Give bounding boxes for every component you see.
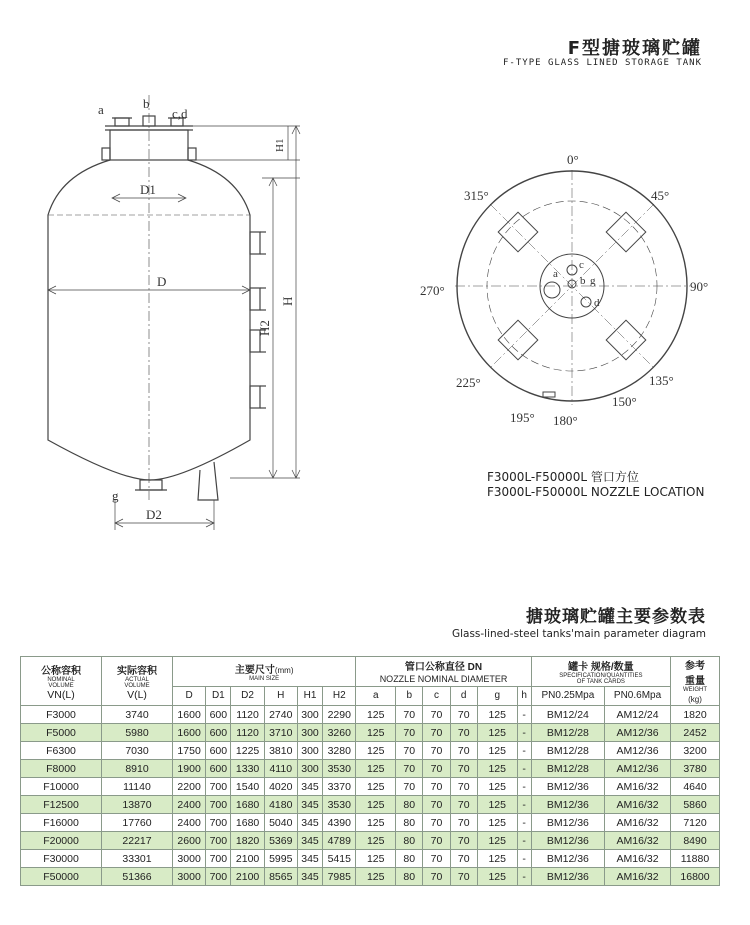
cell-d2: 1225: [231, 742, 264, 760]
cell-d: 3000: [173, 868, 206, 886]
cell-d: 2200: [173, 778, 206, 796]
cell-b: 80: [396, 868, 423, 886]
cell-h: 4180: [264, 796, 297, 814]
tank-cards: [250, 232, 266, 408]
cell-h: -: [517, 814, 531, 832]
cell-c: 70: [423, 742, 450, 760]
cell-g: 125: [477, 742, 517, 760]
cell-w: 2452: [671, 724, 720, 742]
cell-d: 70: [450, 724, 477, 742]
table-row: [21, 724, 720, 742]
cell-c: 70: [423, 760, 450, 778]
cell-v: 22217: [102, 832, 173, 850]
parameter-table: [20, 656, 720, 886]
column-header-a: a: [356, 686, 396, 705]
column-header-pn025mpa: PN0.25Mpa: [531, 686, 604, 705]
cell-d1: 700: [206, 796, 231, 814]
cell-vn: F50000: [21, 868, 102, 886]
cell-vn: F16000: [21, 814, 102, 832]
cell-h: 5040: [264, 814, 297, 832]
cell-d: 70: [450, 760, 477, 778]
column-header-d1: D1: [206, 686, 231, 705]
cell-w: 7120: [671, 814, 720, 832]
cell-h: 8565: [264, 868, 297, 886]
cell-d1: 700: [206, 814, 231, 832]
cell-a: 125: [356, 778, 396, 796]
cell-d1: 600: [206, 724, 231, 742]
cell-d: 2600: [173, 832, 206, 850]
cell-h: 4020: [264, 778, 297, 796]
cell-s1: BM12/36: [531, 796, 604, 814]
cell-w: 4640: [671, 778, 720, 796]
column-header-h: h: [517, 686, 531, 705]
cell-h2: 3280: [323, 742, 356, 760]
cell-c: 70: [423, 814, 450, 832]
cell-a: 125: [356, 850, 396, 868]
cell-g: 125: [477, 706, 517, 724]
cell-d: 1900: [173, 760, 206, 778]
cell-d: 70: [450, 850, 477, 868]
cell-g: 125: [477, 778, 517, 796]
cell-d: 70: [450, 742, 477, 760]
label-h2: H2: [257, 320, 272, 336]
cell-vn: F10000: [21, 778, 102, 796]
cell-b: 70: [396, 706, 423, 724]
cell-h2: 7985: [323, 868, 356, 886]
cell-v: 11140: [102, 778, 173, 796]
label-h1: H1: [274, 138, 286, 152]
cell-h: -: [517, 724, 531, 742]
cell-h: 5995: [264, 850, 297, 868]
cell-vn: F12500: [21, 796, 102, 814]
cell-w: 1820: [671, 706, 720, 724]
cell-s1: BM12/36: [531, 814, 604, 832]
header-main-size: 主要尺寸(mm) MAIN SIZE: [173, 657, 356, 687]
cell-h2: 3530: [323, 760, 356, 778]
cell-g: 125: [477, 850, 517, 868]
cell-h2: 4789: [323, 832, 356, 850]
cell-vn: F3000: [21, 706, 102, 724]
cell-d2: 1330: [231, 760, 264, 778]
angle-225: 225°: [456, 375, 481, 390]
table-row: [21, 760, 720, 778]
cell-d1: 700: [206, 832, 231, 850]
cell-d: 1600: [173, 706, 206, 724]
angle-315: 315°: [464, 188, 489, 203]
header-weight: 参考 重量 WEIGHT (kg): [671, 657, 720, 706]
cell-v: 13870: [102, 796, 173, 814]
table-row: [21, 850, 720, 868]
cell-s1: BM12/28: [531, 724, 604, 742]
nozzle-label-d: d: [594, 297, 600, 309]
column-header-b: b: [396, 686, 423, 705]
table-subtitle: Glass-lined-steel tanks'main parameter diagram: [451, 628, 706, 640]
cell-c: 70: [423, 706, 450, 724]
cell-vn: F20000: [21, 832, 102, 850]
cell-c: 70: [423, 850, 450, 868]
cell-c: 70: [423, 796, 450, 814]
cell-d2: 2100: [231, 850, 264, 868]
cell-h1: 300: [297, 742, 322, 760]
cell-h: 2740: [264, 706, 297, 724]
cell-h2: 3260: [323, 724, 356, 742]
cell-h: -: [517, 796, 531, 814]
cell-g: 125: [477, 832, 517, 850]
cell-v: 5980: [102, 724, 173, 742]
nozzle-label-a: a: [553, 268, 558, 280]
cell-s2: AM12/24: [605, 706, 671, 724]
cell-v: 17760: [102, 814, 173, 832]
table-header-row-1: [21, 657, 720, 687]
cell-a: 125: [356, 868, 396, 886]
cell-h: -: [517, 868, 531, 886]
nozzle-location-diagram: [455, 170, 690, 405]
cell-h: -: [517, 850, 531, 868]
cell-vn: F6300: [21, 742, 102, 760]
cell-s2: AM12/36: [605, 742, 671, 760]
cell-h1: 345: [297, 850, 322, 868]
label-d1: D1: [140, 182, 156, 197]
cell-s1: BM12/36: [531, 868, 604, 886]
angle-150: 150°: [612, 394, 637, 409]
cell-d1: 700: [206, 850, 231, 868]
column-header-d: D: [173, 686, 206, 705]
nozzle-g: [140, 480, 162, 490]
column-header-g: g: [477, 686, 517, 705]
cell-c: 70: [423, 832, 450, 850]
cell-g: 125: [477, 724, 517, 742]
cell-h2: 3530: [323, 796, 356, 814]
label-a: a: [98, 102, 104, 117]
cell-s1: BM12/36: [531, 832, 604, 850]
cell-g: 125: [477, 760, 517, 778]
cell-d: 70: [450, 832, 477, 850]
cell-d: 70: [450, 706, 477, 724]
cell-v: 3740: [102, 706, 173, 724]
nozzle-label-c: c: [579, 259, 584, 271]
column-header-c: c: [423, 686, 450, 705]
cell-s1: BM12/28: [531, 742, 604, 760]
nozzle-label-g: g: [590, 275, 596, 287]
page-title: F型搪玻璃贮罐: [567, 38, 702, 59]
cell-a: 125: [356, 814, 396, 832]
cell-h1: 345: [297, 778, 322, 796]
cell-d1: 600: [206, 742, 231, 760]
nozzle-caption-en: F3000L-F50000L NOZZLE LOCATION: [487, 485, 705, 499]
cell-s2: AM16/32: [605, 832, 671, 850]
label-g: g: [112, 488, 119, 503]
cell-v: 8910: [102, 760, 173, 778]
cell-h: 3810: [264, 742, 297, 760]
cell-d: 70: [450, 778, 477, 796]
cell-h1: 345: [297, 868, 322, 886]
cell-s1: BM12/36: [531, 778, 604, 796]
header-tank-cards: 罐卡 规格/数量 SPECIFICATION/QUANTITIES OF TANK CARDS: [531, 657, 670, 687]
cell-g: 125: [477, 814, 517, 832]
cell-w: 3200: [671, 742, 720, 760]
angle-270: 270°: [420, 283, 445, 298]
cell-h: -: [517, 742, 531, 760]
cell-c: 70: [423, 724, 450, 742]
cell-d1: 700: [206, 778, 231, 796]
cell-h: -: [517, 832, 531, 850]
cell-d: 2400: [173, 814, 206, 832]
label-d: D: [157, 274, 167, 289]
cell-h: -: [517, 760, 531, 778]
cell-a: 125: [356, 706, 396, 724]
table-row: [21, 796, 720, 814]
table-row: [21, 742, 720, 760]
nozzle-label-b: b: [580, 275, 586, 287]
cell-h1: 345: [297, 814, 322, 832]
angle-135: 135°: [649, 373, 674, 388]
cell-w: 3780: [671, 760, 720, 778]
cell-h1: 300: [297, 706, 322, 724]
angle-90: 90°: [690, 279, 709, 294]
table-title: 搪玻璃贮罐主要参数表: [526, 607, 706, 627]
cell-w: 8490: [671, 832, 720, 850]
cell-s2: AM16/32: [605, 850, 671, 868]
nozzle-a: [115, 118, 129, 126]
cell-b: 80: [396, 832, 423, 850]
cell-d2: 1120: [231, 724, 264, 742]
cell-h1: 300: [297, 724, 322, 742]
angle-180: 180°: [553, 413, 578, 428]
cell-d2: 1540: [231, 778, 264, 796]
cell-s1: BM12/28: [531, 760, 604, 778]
cell-h2: 4390: [323, 814, 356, 832]
column-header-pn06mpa: PN0.6Mpa: [605, 686, 671, 705]
cell-v: 51366: [102, 868, 173, 886]
table-row: [21, 832, 720, 850]
angle-45: 45°: [651, 188, 670, 203]
cell-w: 11880: [671, 850, 720, 868]
cell-d2: 1120: [231, 706, 264, 724]
column-header-d: d: [450, 686, 477, 705]
cell-a: 125: [356, 832, 396, 850]
cell-d2: 1680: [231, 796, 264, 814]
cell-vn: F8000: [21, 760, 102, 778]
cell-h: -: [517, 778, 531, 796]
cell-a: 125: [356, 742, 396, 760]
cell-s1: BM12/24: [531, 706, 604, 724]
label-h: H: [280, 296, 295, 306]
cell-d2: 1820: [231, 832, 264, 850]
cell-d1: 600: [206, 706, 231, 724]
cell-b: 80: [396, 850, 423, 868]
cell-d: 70: [450, 796, 477, 814]
cell-s2: AM16/32: [605, 814, 671, 832]
cell-g: 125: [477, 868, 517, 886]
column-header-h1: H1: [297, 686, 322, 705]
column-header-h2: H2: [323, 686, 356, 705]
cell-h2: 2290: [323, 706, 356, 724]
cell-h: 4110: [264, 760, 297, 778]
column-header-h: H: [264, 686, 297, 705]
cell-b: 80: [396, 814, 423, 832]
cell-d: 2400: [173, 796, 206, 814]
cell-s1: BM12/36: [531, 850, 604, 868]
cell-h: 5369: [264, 832, 297, 850]
cell-d: 1750: [173, 742, 206, 760]
cell-b: 70: [396, 760, 423, 778]
cell-s2: AM16/32: [605, 796, 671, 814]
cell-d: 70: [450, 868, 477, 886]
cell-c: 70: [423, 778, 450, 796]
cell-h: 3710: [264, 724, 297, 742]
cell-d: 3000: [173, 850, 206, 868]
cell-a: 125: [356, 796, 396, 814]
column-header-d2: D2: [231, 686, 264, 705]
label-b: b: [143, 96, 150, 111]
cell-h1: 300: [297, 760, 322, 778]
cell-d2: 2100: [231, 868, 264, 886]
angle-195: 195°: [510, 410, 535, 425]
table-row: [21, 868, 720, 886]
header-actual-volume: 实际容积 ACTUAL VOLUME V(L): [102, 657, 173, 706]
cell-s2: AM16/32: [605, 778, 671, 796]
cell-d2: 1680: [231, 814, 264, 832]
cell-b: 70: [396, 724, 423, 742]
table-row: [21, 706, 720, 724]
header-nominal-volume: 公称容积 NOMINAL VOLUME VN(L): [21, 657, 102, 706]
cell-a: 125: [356, 724, 396, 742]
header-nozzle-diameter: 管口公称直径 DN NOZZLE NOMINAL DIAMETER: [356, 657, 531, 687]
cell-h2: 5415: [323, 850, 356, 868]
cell-d: 70: [450, 814, 477, 832]
cell-a: 125: [356, 760, 396, 778]
cell-h1: 345: [297, 832, 322, 850]
cell-vn: F30000: [21, 850, 102, 868]
cell-d1: 600: [206, 760, 231, 778]
tank-side-view: [48, 95, 300, 530]
cell-b: 70: [396, 778, 423, 796]
nozzle-caption-cn: F3000L-F50000L 管口方位: [487, 470, 639, 484]
cell-s2: AM16/32: [605, 868, 671, 886]
page-subtitle: F-TYPE GLASS LINED STORAGE TANK: [503, 58, 702, 68]
cell-vn: F5000: [21, 724, 102, 742]
cell-d: 1600: [173, 724, 206, 742]
cell-v: 7030: [102, 742, 173, 760]
label-d2: D2: [146, 507, 162, 522]
cell-h1: 345: [297, 796, 322, 814]
cell-w: 16800: [671, 868, 720, 886]
table-row: [21, 814, 720, 832]
angle-0: 0°: [567, 152, 579, 167]
cell-h2: 3370: [323, 778, 356, 796]
table-row: [21, 778, 720, 796]
cell-s2: AM12/36: [605, 724, 671, 742]
cell-w: 5860: [671, 796, 720, 814]
cell-d1: 700: [206, 868, 231, 886]
table-body: [21, 706, 720, 886]
label-cd: c,d: [172, 106, 188, 121]
cell-b: 80: [396, 796, 423, 814]
cell-c: 70: [423, 868, 450, 886]
cell-v: 33301: [102, 850, 173, 868]
cell-g: 125: [477, 796, 517, 814]
cell-b: 70: [396, 742, 423, 760]
cell-h: -: [517, 706, 531, 724]
cell-s2: AM12/36: [605, 760, 671, 778]
